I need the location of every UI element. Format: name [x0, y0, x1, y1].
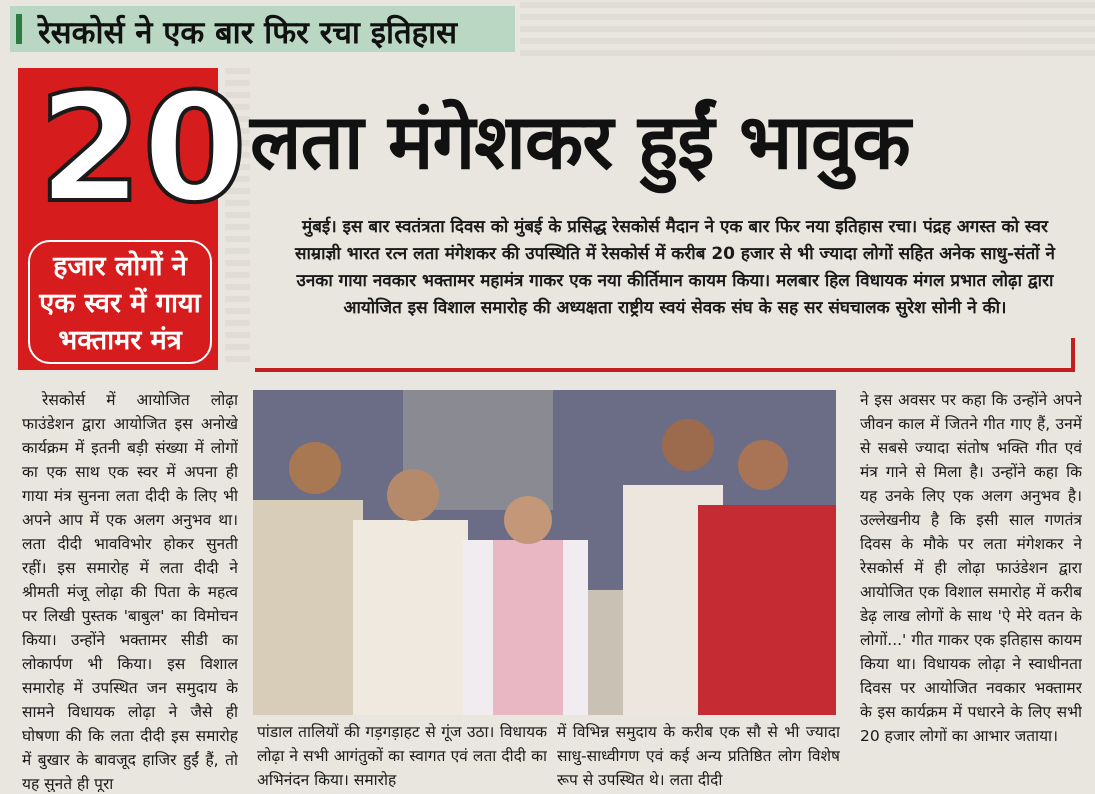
event-photo-illustration	[253, 390, 836, 715]
kicker-text: रेसकोर्स ने एक बार फिर रचा इतिहास	[38, 15, 458, 51]
article-column-middle-2: में विभिन्न समुदाय के करीब एक सौ से भी ज्यादा साधु-साध्वीगण एवं कई अन्य प्रतिष्ठित लोग विशेष रूप से उपस्थित थे। लता दीदी	[557, 723, 840, 789]
badge-caption: हजार लोगों ने एक स्वर में गाया भक्तामर मंत्र	[39, 251, 201, 356]
event-photo	[253, 390, 836, 715]
badge-number: 20	[38, 62, 247, 236]
article-column-right: ने इस अवसर पर कहा कि उन्होंने अपने जीवन काल में जितने गीत गाए हैं, उनमें से सबसे ज्यादा संतोष भक्ति गीत एवं मंत्र गाने से मिला है। उन्होंने कहा कि यह उनके लिए एक अलग अनुभव है। उल्लेखनीय है कि इसी साल गणतंत्र दिवस के मौके पर लता मंगेशकर ने रेसकोर्स में ही लोढ़ा फाउंडेशन द्वारा आयोजित एक विशाल समारोह में करीब डेढ़ लाख लोगों के साथ 'ऐ मेरे वतन के लोगों...' गीत गाकर एक इतिहास कायम किया था। विधायक लोढ़ा ने स्वाधीनता दिवस पर आयोजित नवकार भक्तामर के इस कार्यक्रम में पधारने के लिए सभी 20 हजार लोगों का आभार जताया।	[860, 391, 1082, 745]
article-column-left: रेसकोर्स में आयोजित लोढ़ा फाउंडेशन द्वारा आयोजित इस अनोखे कार्यक्रम में इतनी बड़ी संख्या में लोगों का एक साथ एक स्वर में अपना ही गाया मंत्र सुनना लता दीदी के लिए भी अपने आप में एक अलग अनुभव था। लता दीदी भावविभोर होकर सुनती रहीं। इस समारोह में लता दीदी ने श्रीमती मंजू लोढ़ा की पिता के महत्व पर लिखी पुस्तक 'बाबुल' का विमोचन किया। उन्होंने भक्तामर सीडी का लोकार्पण भी किया। इस विशाल समारोह में उपस्थित जन समुदाय के सामने विधायक लोढ़ा ने जैसे ही घोषणा की कि लता दीदी इस समारोह में बुखार के बावजूद हाजिर हुईं हैं, तो यह सुनते ही पूरा	[22, 391, 238, 792]
number-badge	[18, 62, 247, 370]
lede-block	[280, 214, 1070, 364]
lede-divider	[255, 368, 1075, 372]
lede-text: मुंबई। इस बार स्वतंत्रता दिवस को मुंबई के प्रसिद्ध रेसकोर्स मैदान ने एक बार फिर नया इतिहास रचा। पंद्रह अगस्त को स्वर साम्राज्ञी भारत रत्न लता मंगेशकर की उपस्थिति में रेसकोर्स में करीब 20 हजार से भी ज्यादा लोगों सहित अनेक साधु-संतों ने उनका गाया नवकार भक्तामर महामंत्र गाकर एक नया कीर्तिमान कायम किया। मलबार हिल विधायक मंगल प्रभात लोढ़ा द्वारा आयोजित इस विशाल समारोह की अध्यक्षता राष्ट्रीय स्वयं सेवक संघ के सह सर संघचालक सुरेश सोनी ने की।	[295, 217, 1055, 318]
article-column-middle-1: पांडाल तालियों की गड़गड़ाहट से गूंज उठा। विधायक लोढ़ा ने सभी आगंतुकों का स्वागत एवं लता दीदी का अभिनंदन किया। समारोह	[257, 723, 547, 789]
kicker-banner	[10, 6, 515, 52]
badge-caption-box	[28, 240, 212, 364]
lede-divider-tick	[1071, 338, 1075, 372]
kicker-bar	[16, 14, 22, 44]
headline: लता मंगेशकर हुईं भावुक	[250, 97, 910, 186]
bleed-through-top	[520, 0, 1095, 56]
